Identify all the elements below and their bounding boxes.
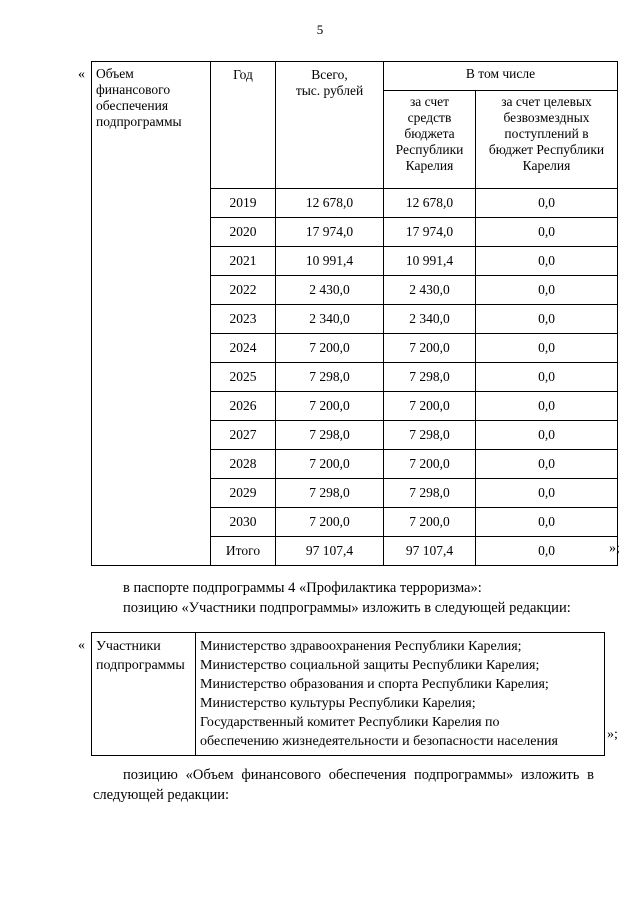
paragraph-participants: позицию «Участники подпрограммы» изложить в следующей редакции: [123,600,571,616]
participants-row [92,633,605,756]
budget-header-line: средств [407,110,452,125]
year-cell: 2023 [211,305,276,334]
budget-cell: 10 991,4 [384,247,476,276]
targeted-cell: 0,0 [476,363,618,392]
total-header-line: тыс. рублей [295,83,364,98]
budget-header-line: за счет [409,94,450,109]
row-label-line: подпрограммы [96,114,182,129]
total-cell: 7 200,0 [276,334,384,363]
budget-header-line: Карелия [405,158,454,173]
row-label-line: финансового [96,82,171,97]
year-cell: 2026 [211,392,276,421]
budget-cell: 7 298,0 [384,479,476,508]
targeted-cell: 0,0 [476,392,618,421]
participants-label-cell [92,633,196,756]
year-cell: 2025 [211,363,276,392]
participant-line: Министерство здравоохранения Республики Карелия; [200,639,522,654]
targeted-cell: 0,0 [476,508,618,537]
year-header: Год [211,62,276,189]
year-cell: 2024 [211,334,276,363]
total-cell: 2 340,0 [276,305,384,334]
year-cell: 2020 [211,218,276,247]
year-cell: Итого [211,537,276,566]
budget-cell: 17 974,0 [384,218,476,247]
year-cell: 2022 [211,276,276,305]
total-cell: 7 200,0 [276,392,384,421]
total-cell: 97 107,4 [276,537,384,566]
opening-quote: « [78,67,85,82]
targeted-header-line: за счет целевых [501,94,592,109]
budget-cell: 2 430,0 [384,276,476,305]
row-label-line: Объем [96,66,134,81]
participant-line: Министерство культуры Республики Карелия; [200,696,476,711]
budget-header [384,91,476,189]
participants-label-line: подпрограммы [96,658,185,673]
targeted-cell: 0,0 [476,537,618,566]
year-cell: 2029 [211,479,276,508]
paragraph-passport: в паспорте подпрограммы 4 «Профилактика терроризма»: [123,580,482,596]
total-cell: 10 991,4 [276,247,384,276]
targeted-cell: 0,0 [476,334,618,363]
row-label-line: обеспечения [96,98,169,113]
paragraph-financing-line1: позицию «Объем финансового обеспечения подпрограммы» изложить в [123,767,594,783]
targeted-cell: 0,0 [476,276,618,305]
budget-cell: 7 298,0 [384,363,476,392]
page-number: 5 [316,22,324,37]
participant-line: обеспечению жизнедеятельности и безопасности населения [200,734,558,749]
year-cell: 2019 [211,189,276,218]
participant-line: Министерство социальной защиты Республики Карелия; [200,658,540,673]
closing-quote: »; [609,541,620,556]
targeted-cell: 0,0 [476,479,618,508]
total-cell: 2 430,0 [276,276,384,305]
budget-header-line: Республики [395,142,464,157]
total-header [276,62,384,189]
total-header-line: Всего, [311,67,348,82]
year-cell: 2028 [211,450,276,479]
total-cell: 7 298,0 [276,479,384,508]
total-cell: 7 200,0 [276,450,384,479]
targeted-cell: 0,0 [476,218,618,247]
total-cell: 7 200,0 [276,508,384,537]
paragraph-financing-line2: следующей редакции: [93,787,230,803]
participants-table [91,632,605,756]
budget-cell: 7 298,0 [384,421,476,450]
total-cell: 12 678,0 [276,189,384,218]
opening-quote: « [78,638,85,653]
targeted-header-line: бюджет Республики [488,142,605,157]
targeted-cell: 0,0 [476,189,618,218]
financing-table [91,61,618,566]
total-cell: 17 974,0 [276,218,384,247]
budget-cell: 97 107,4 [384,537,476,566]
targeted-header-line: безвозмездных [503,110,590,125]
targeted-header-line: поступлений в [504,126,589,141]
participant-line: Министерство образования и спорта Республики Карелия; [200,677,549,692]
targeted-cell: 0,0 [476,247,618,276]
participants-list-cell [196,633,605,756]
targeted-header-line: Карелия [522,158,571,173]
budget-cell: 12 678,0 [384,189,476,218]
total-cell: 7 298,0 [276,363,384,392]
row-label-cell [92,62,211,566]
budget-cell: 7 200,0 [384,334,476,363]
closing-quote: »; [607,727,618,742]
targeted-cell: 0,0 [476,421,618,450]
budget-cell: 7 200,0 [384,450,476,479]
year-cell: 2027 [211,421,276,450]
participant-line: Государственный комитет Республики Карелия по [200,715,500,730]
participants-label-line: Участники [96,639,161,654]
budget-cell: 7 200,0 [384,508,476,537]
targeted-cell: 0,0 [476,450,618,479]
budget-cell: 7 200,0 [384,392,476,421]
including-header: В том числе [384,62,618,91]
budget-header-line: бюджета [404,126,455,141]
header-row-1 [92,62,618,91]
targeted-header [476,91,618,189]
year-cell: 2030 [211,508,276,537]
budget-cell: 2 340,0 [384,305,476,334]
targeted-cell: 0,0 [476,305,618,334]
year-cell: 2021 [211,247,276,276]
total-cell: 7 298,0 [276,421,384,450]
